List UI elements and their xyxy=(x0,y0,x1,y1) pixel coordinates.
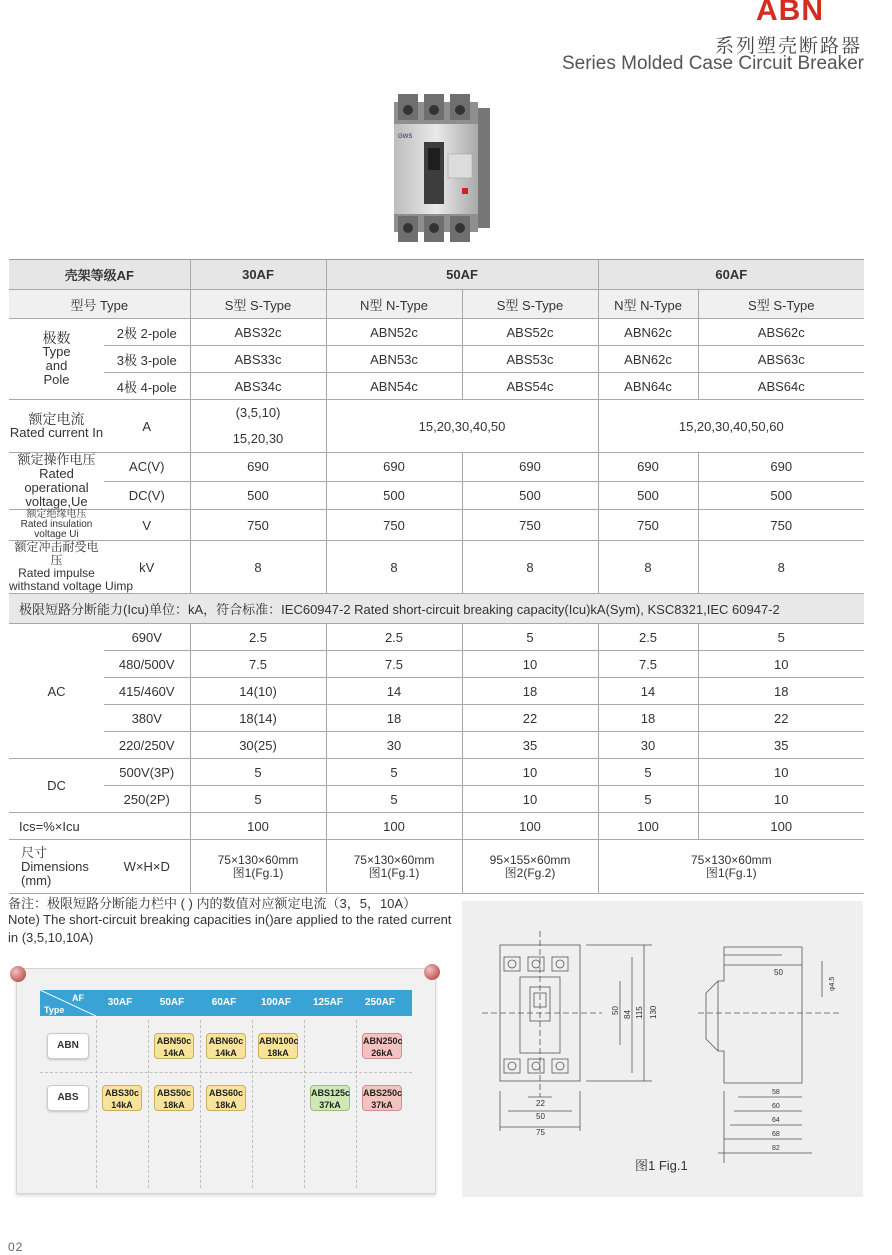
voltage-cell: 250(2P) xyxy=(104,786,190,813)
pin-icon xyxy=(424,964,440,980)
pin-icon xyxy=(10,966,26,982)
pole-name: 3极 3-pole xyxy=(104,346,190,373)
value-cell: 22 xyxy=(462,705,598,732)
dim-label: 50 xyxy=(611,1006,620,1015)
dimension-cell: 75×130×60mm 图1(Fg.1) xyxy=(326,840,462,894)
type-cell: N型 N-Type xyxy=(326,290,462,319)
pole-name: 4极 4-pole xyxy=(104,373,190,400)
chip-model: ABS60c xyxy=(208,1088,244,1098)
impulse-label: 额定冲击耐受电压 Rated impulse withstand voltage Uimp xyxy=(9,540,134,593)
value-cell: 8 xyxy=(326,541,462,594)
model-cell: ABS63c xyxy=(698,346,864,373)
value-cell: 2.5 xyxy=(326,624,462,651)
model-cell: ABS32c xyxy=(190,319,326,346)
series-title-cn: 系列塑壳断路器 xyxy=(714,36,862,57)
frame-60af: 60AF xyxy=(598,260,864,290)
voltage-cell: 220/250V xyxy=(104,732,190,759)
chip-capacity: 37kA xyxy=(371,1100,393,1110)
chip-capacity: 14kA xyxy=(163,1048,185,1058)
value-cell: 22 xyxy=(698,705,864,732)
chip-model: ABN100c xyxy=(259,1036,299,1046)
grid-line xyxy=(356,1020,357,1188)
model-cell: ABS54c xyxy=(462,373,598,400)
grid-line xyxy=(252,1020,253,1188)
dimension-drawing xyxy=(462,901,863,1197)
voltage-cell: 415/460V xyxy=(104,678,190,705)
row-label-abs: ABS xyxy=(47,1085,89,1111)
rated-current-50af: 15,20,30,40,50 xyxy=(326,400,598,453)
voltage-cell: 480/500V xyxy=(104,651,190,678)
voltage-cell: 380V xyxy=(104,705,190,732)
value-cell: 750 xyxy=(598,510,698,541)
value-cell: 7.5 xyxy=(326,651,462,678)
model-cell: ABN52c xyxy=(326,319,462,346)
value-cell: 14 xyxy=(326,678,462,705)
value-cell: 18 xyxy=(462,678,598,705)
frame-label: 壳架等级AF xyxy=(9,260,190,290)
value-cell: 18 xyxy=(698,678,864,705)
dim-label: 22 xyxy=(536,1099,545,1108)
dim-label: 50 xyxy=(774,968,783,977)
type-cell: S型 S-Type xyxy=(190,290,326,319)
model-cell: ABN53c xyxy=(326,346,462,373)
abs-chip xyxy=(102,1085,142,1111)
pole-row xyxy=(9,319,864,346)
value-cell: 5 xyxy=(190,786,326,813)
pole-row xyxy=(9,373,864,400)
value-cell: 5 xyxy=(326,759,462,786)
value-cell: 690 xyxy=(462,453,598,482)
insulation-unit: V xyxy=(104,510,190,541)
rated-current-row xyxy=(9,400,864,453)
af-col: 30AF xyxy=(107,997,133,1008)
abn-chip xyxy=(258,1033,298,1059)
chip-model: ABN50c xyxy=(156,1036,192,1046)
chip-capacity: 26kA xyxy=(371,1048,393,1058)
af-col: 125AF xyxy=(312,997,343,1008)
chip-capacity: 14kA xyxy=(215,1048,237,1058)
model-cell: ABS64c xyxy=(698,373,864,400)
product-logo: GWS xyxy=(398,134,413,140)
ac-label: AC xyxy=(9,624,104,759)
ics-row xyxy=(9,813,864,840)
type-label: 型号 Type xyxy=(9,290,190,319)
value-cell: 10 xyxy=(698,786,864,813)
chip-model: ABS30c xyxy=(104,1088,140,1098)
grid-line xyxy=(304,1020,305,1188)
value-cell: 100 xyxy=(598,813,698,840)
pole-label: 极数 Type and Pole xyxy=(9,319,104,400)
value-cell: 8 xyxy=(462,541,598,594)
chip-model: ABN250c xyxy=(363,1036,403,1046)
abs-chip xyxy=(154,1085,194,1111)
dim-label: 82 xyxy=(772,1145,780,1152)
chip-capacity: 14kA xyxy=(111,1100,133,1110)
dimension-cell: 75×130×60mm 图1(Fg.1) xyxy=(598,840,864,894)
dim-label: 50 xyxy=(536,1112,545,1121)
frame-50af: 50AF xyxy=(326,260,598,290)
page-number: 02 xyxy=(8,1240,24,1254)
corner-diagonal xyxy=(40,990,96,1016)
chip-capacity: 18kA xyxy=(215,1100,237,1110)
value-cell: 690 xyxy=(326,453,462,482)
dim-label: 60 xyxy=(772,1103,780,1110)
breaking-capacity-band: 极限短路分断能力(Icu)单位：kA，符合标准：IEC60947-2 Rated short-circuit breaking capacity(Icu)kA(Sym), KSC8321,IEC 60947-2 xyxy=(9,594,864,624)
value-cell: 7.5 xyxy=(598,651,698,678)
row-label-abn: ABN xyxy=(47,1033,89,1059)
value-cell: 690 xyxy=(190,453,326,482)
chip-capacity: 37kA xyxy=(319,1100,341,1110)
value-cell: 18 xyxy=(598,705,698,732)
grid-line xyxy=(200,1020,201,1188)
af-col: 250AF xyxy=(364,997,395,1008)
op-voltage-dc-row xyxy=(9,481,864,510)
abn-chip xyxy=(206,1033,246,1059)
brand-title: ABN xyxy=(756,0,824,27)
model-cell: ABS53c xyxy=(462,346,598,373)
dim-label: 130 xyxy=(649,1005,658,1019)
insulation-row xyxy=(9,510,864,541)
value-cell: 100 xyxy=(698,813,864,840)
abs-chip xyxy=(310,1085,350,1111)
value-cell: 10 xyxy=(462,759,598,786)
value-cell: 30 xyxy=(326,732,462,759)
ics-label: Ics=%×Icu xyxy=(9,813,190,840)
impulse-unit: kV xyxy=(104,541,190,594)
value-cell: 10 xyxy=(462,786,598,813)
value-cell: 690 xyxy=(598,453,698,482)
value-cell: 8 xyxy=(598,541,698,594)
ac-row xyxy=(9,678,864,705)
value-cell: 14 xyxy=(598,678,698,705)
spec-table xyxy=(9,259,864,894)
dim-label: φ4.5 xyxy=(829,976,836,991)
value-cell: 30(25) xyxy=(190,732,326,759)
type-cell: S型 S-Type xyxy=(698,290,864,319)
value-cell: 690 xyxy=(698,453,864,482)
frame-row xyxy=(9,260,864,290)
type-cell: N型 N-Type xyxy=(598,290,698,319)
ac-row xyxy=(9,651,864,678)
chip-model: ABS250c xyxy=(363,1088,403,1098)
rated-current-unit: A xyxy=(104,400,190,453)
value-cell: 750 xyxy=(190,510,326,541)
impulse-row xyxy=(9,541,864,594)
model-cell: ABS62c xyxy=(698,319,864,346)
value-cell: 2.5 xyxy=(598,624,698,651)
dim-label: 58 xyxy=(772,1089,780,1096)
value-cell: 5 xyxy=(698,624,864,651)
value-cell: 100 xyxy=(326,813,462,840)
type-row xyxy=(9,290,864,319)
dimension-cell: 75×130×60mm 图1(Fg.1) xyxy=(190,840,326,894)
note-en: Note) The short-circuit breaking capacities in()are applied to the rated current in (3,5,10,10A) xyxy=(8,912,452,945)
grid-line xyxy=(40,1072,412,1073)
value-cell: 35 xyxy=(698,732,864,759)
abs-chip xyxy=(362,1085,402,1111)
dc-label: DC xyxy=(9,759,104,813)
model-cell: ABN62c xyxy=(598,319,698,346)
value-cell: 7.5 xyxy=(190,651,326,678)
value-cell: 100 xyxy=(190,813,326,840)
dc-row xyxy=(9,786,864,813)
rated-current-60af: 15,20,30,40,50,60 xyxy=(598,400,864,453)
value-cell: 8 xyxy=(698,541,864,594)
ac-row xyxy=(9,732,864,759)
chip-capacity: 18kA xyxy=(267,1048,289,1058)
abn-chip xyxy=(362,1033,402,1059)
dimensions-unit: W×H×D xyxy=(104,840,190,894)
model-cell: ABN62c xyxy=(598,346,698,373)
value-cell: 500 xyxy=(190,481,326,510)
pole-name: 2极 2-pole xyxy=(104,319,190,346)
value-cell: 5 xyxy=(190,759,326,786)
ac-row xyxy=(9,705,864,732)
af-col: 100AF xyxy=(260,997,291,1008)
value-cell: 30 xyxy=(598,732,698,759)
value-cell: 750 xyxy=(326,510,462,541)
value-cell: 10 xyxy=(698,651,864,678)
value-cell: 8 xyxy=(190,541,326,594)
model-cell: ABS33c xyxy=(190,346,326,373)
dc-row xyxy=(9,759,864,786)
model-cell: ABN64c xyxy=(598,373,698,400)
value-cell: 35 xyxy=(462,732,598,759)
model-cell: ABS52c xyxy=(462,319,598,346)
value-cell: 10 xyxy=(462,651,598,678)
value-cell: 500 xyxy=(462,481,598,510)
type-cell: S型 S-Type xyxy=(462,290,598,319)
value-cell: 18 xyxy=(326,705,462,732)
af-col: 50AF xyxy=(159,997,185,1008)
model-cell: ABS34c xyxy=(190,373,326,400)
value-cell: 18(14) xyxy=(190,705,326,732)
voltage-cell: 690V xyxy=(104,624,190,651)
dim-label: 64 xyxy=(772,1117,780,1124)
op-voltage-label: 额定操作电压 Rated operational voltage,Ue xyxy=(9,453,104,510)
voltage-cell: 500V(3P) xyxy=(104,759,190,786)
dimensions-row xyxy=(9,840,864,894)
value-cell: 10 xyxy=(698,759,864,786)
dim-label: 75 xyxy=(536,1128,545,1137)
dimensions-label: 尺寸 Dimensions (mm) xyxy=(9,840,104,894)
series-title-en: Series Molded Case Circuit Breaker xyxy=(561,53,864,74)
chip-model: ABS125c xyxy=(311,1088,351,1098)
dim-label: 84 xyxy=(623,1010,632,1019)
value-cell: 5 xyxy=(598,759,698,786)
chip-model: ABN60c xyxy=(208,1036,244,1046)
value-cell: 750 xyxy=(698,510,864,541)
frame-30af: 30AF xyxy=(190,260,326,290)
circuit-breaker-image xyxy=(388,92,492,244)
value-cell: 500 xyxy=(698,481,864,510)
figure-caption: 图1 Fig.1 xyxy=(635,1158,688,1173)
chip-capacity: 18kA xyxy=(163,1100,185,1110)
value-cell: 100 xyxy=(462,813,598,840)
af-col: 60AF xyxy=(211,997,237,1008)
dim-label: 68 xyxy=(772,1131,780,1138)
corner-af: AF xyxy=(72,993,84,1003)
op-voltage-dc-unit: DC(V) xyxy=(104,481,190,510)
op-voltage-ac-row xyxy=(9,453,864,482)
grid-line xyxy=(148,1020,149,1188)
dimension-cell: 95×155×60mm 图2(Fg.2) xyxy=(462,840,598,894)
value-cell: 500 xyxy=(598,481,698,510)
chip-model: ABS50c xyxy=(156,1088,192,1098)
value-cell: 500 xyxy=(326,481,462,510)
op-voltage-ac-unit: AC(V) xyxy=(104,453,190,482)
value-cell: 5 xyxy=(326,786,462,813)
value-cell: 14(10) xyxy=(190,678,326,705)
value-cell: 2.5 xyxy=(190,624,326,651)
rated-current-label: 额定电流 Rated current In xyxy=(9,400,104,453)
rated-current-30af: (3,5,10) 15,20,30 xyxy=(190,400,326,453)
corner-type: Type xyxy=(44,1005,65,1015)
ac-row xyxy=(9,624,864,651)
value-cell: 5 xyxy=(598,786,698,813)
pole-row xyxy=(9,346,864,373)
dim-label: 115 xyxy=(635,1006,644,1019)
insulation-label: 额定绝缘电压 Rated insulation voltage Ui xyxy=(9,510,104,541)
abn-chip xyxy=(154,1033,194,1059)
abs-chip xyxy=(206,1085,246,1111)
note-cn: 备注：极限短路分断能力栏中 ( ) 内的数值对应额定电流（3，5，10A） xyxy=(8,896,417,911)
value-cell: 750 xyxy=(462,510,598,541)
value-cell: 5 xyxy=(462,624,598,651)
model-cell: ABN54c xyxy=(326,373,462,400)
grid-line xyxy=(96,1020,97,1188)
